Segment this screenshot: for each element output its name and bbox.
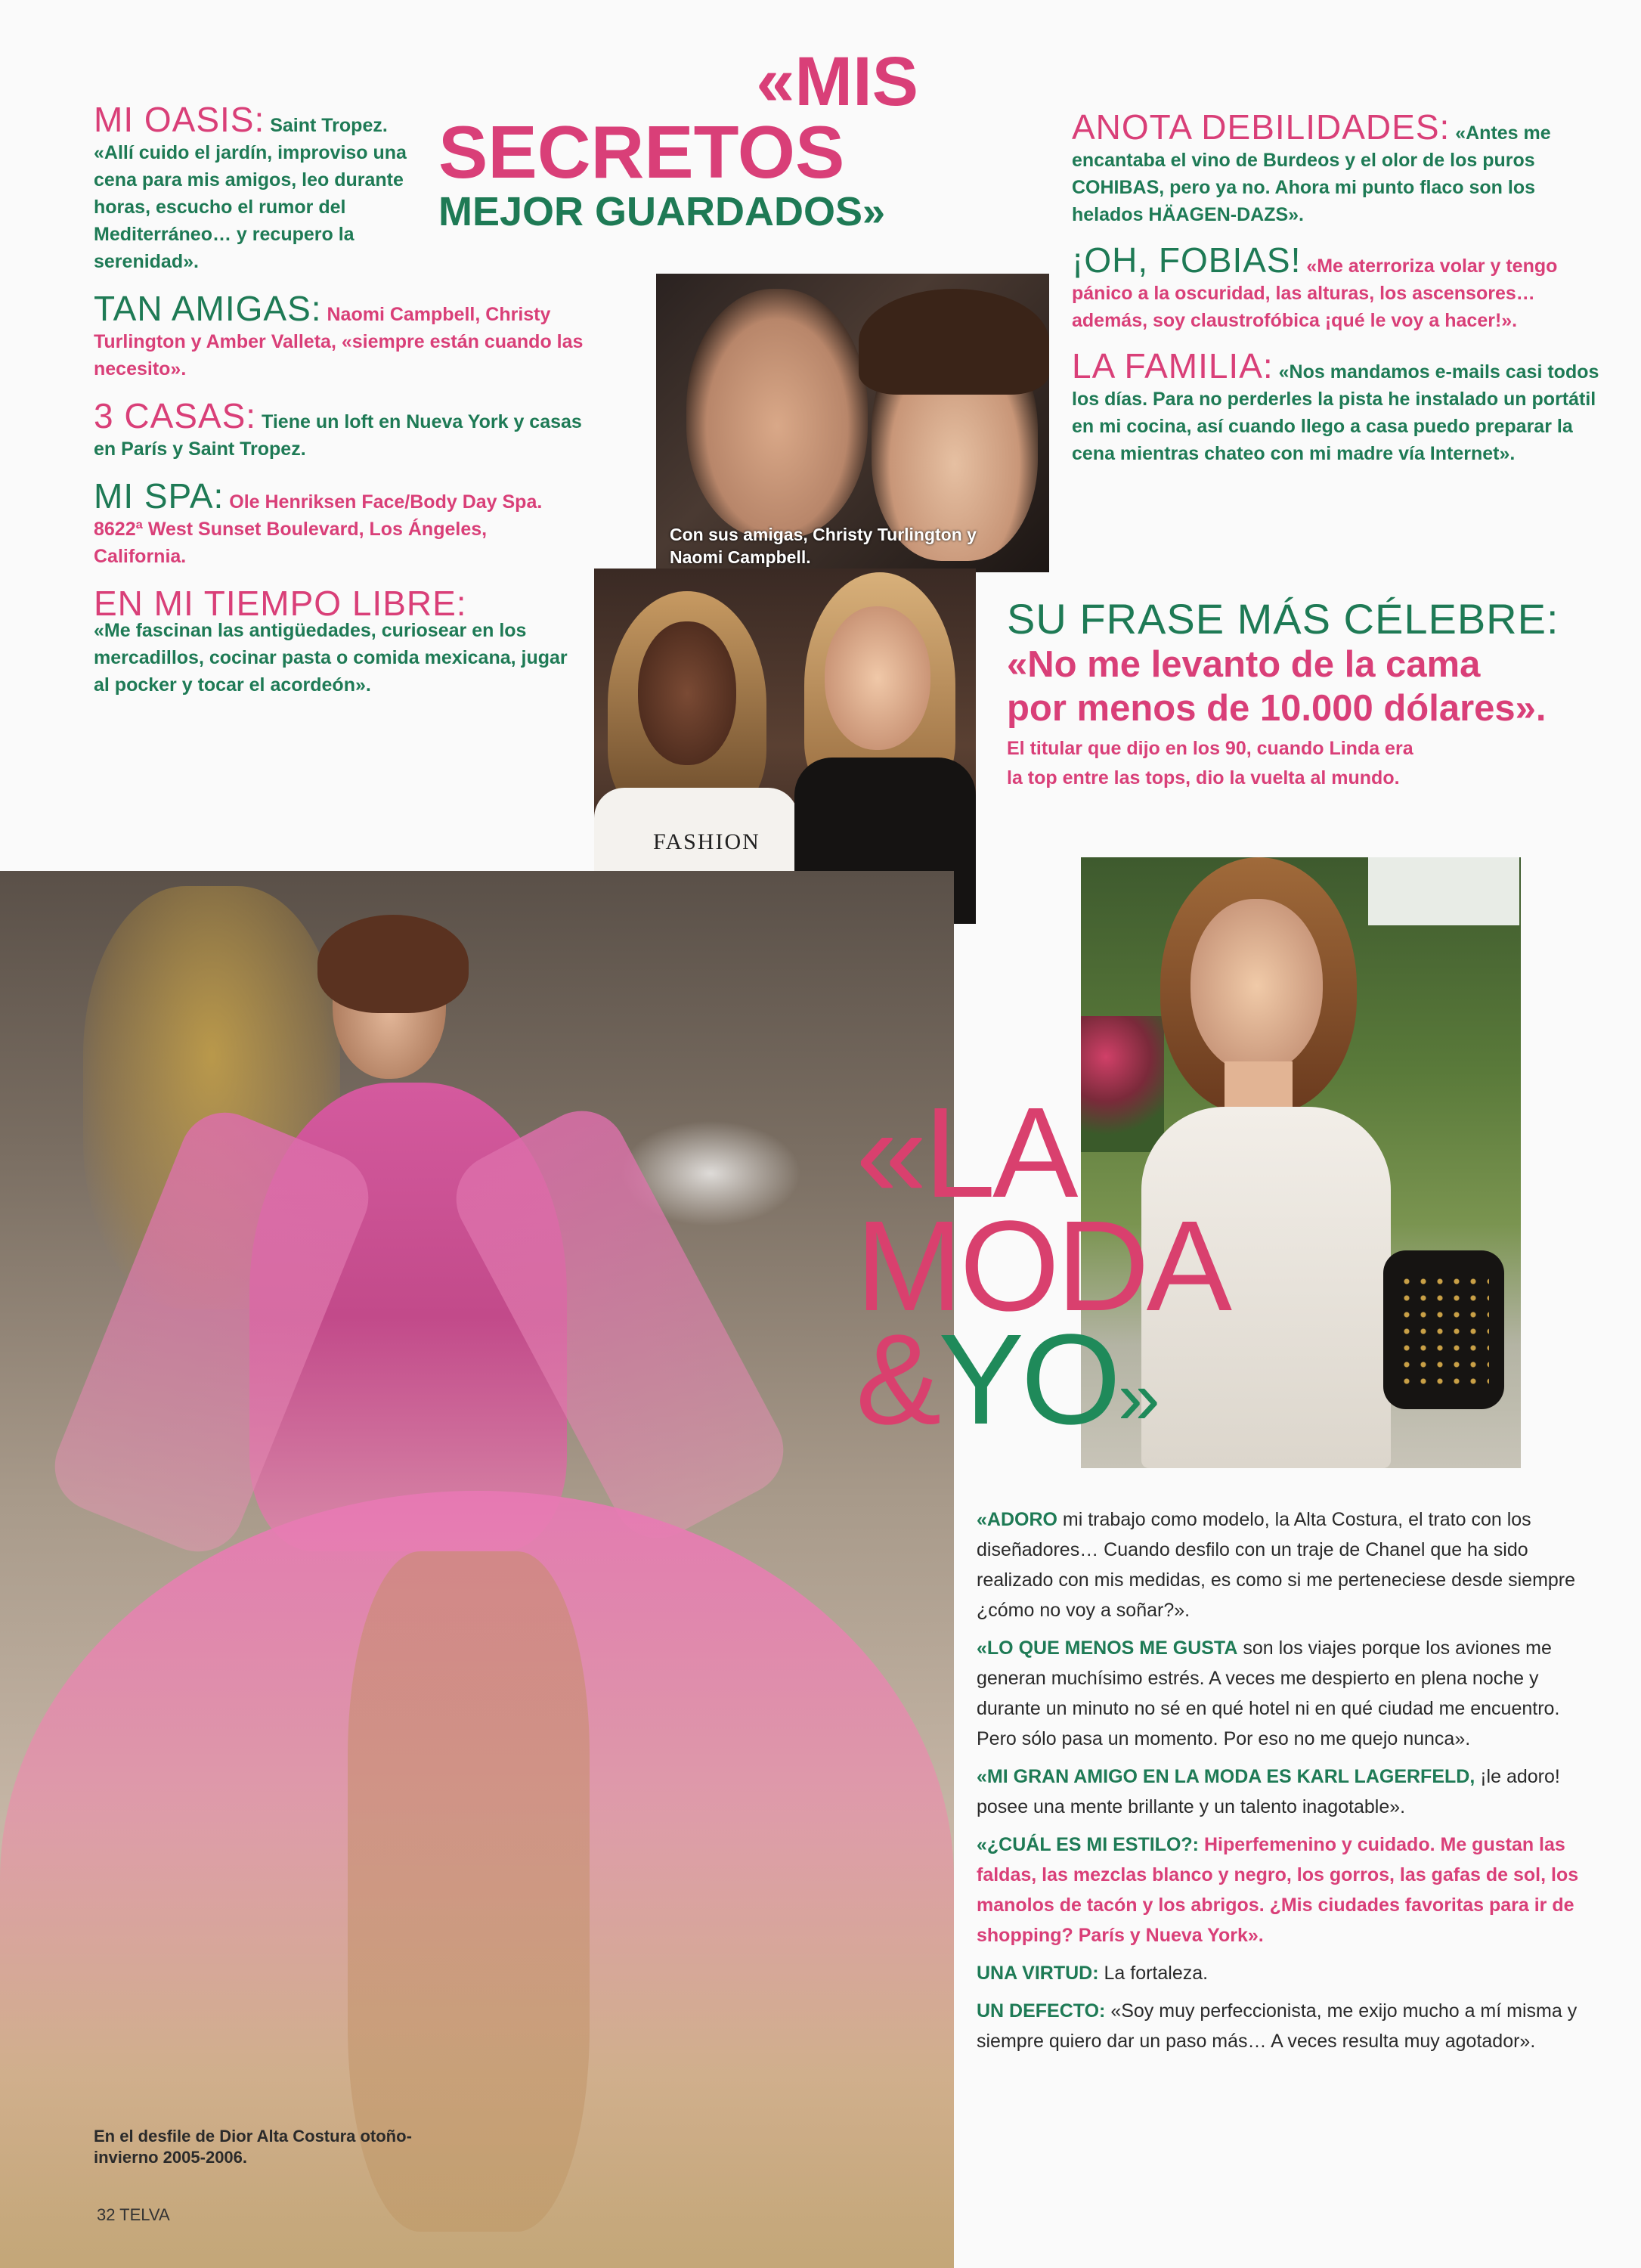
paragraph-text: Hiperfemenino y cuidado. Me gustan las faldas, las mezclas blanco y negro, los gorros, las gafas de sol, los manolos de tacón y los abrigos. ¿Mis ciudades favoritas para ir de shopping? París y Nueva York». — [977, 1834, 1579, 1946]
paragraph-text: La fortaleza. — [1098, 1963, 1209, 1984]
item-debilidades — [1072, 107, 1601, 228]
tent-white — [1368, 857, 1519, 925]
paragraph-text: son los viajes porque los aviones me generan muchísimo estrés. A veces me despierto en plena noche y durante un minuto no sé en qué hotel ni en qué ciudad me encuentro. Pero sólo pasa un momento. Por eso no me quejo nunca». — [977, 1637, 1560, 1749]
item-text: «Me aterroriza volar y tengo pánico a la oscuridad, las alturas, los ascensores… además, soy claustrofóbica ¡qué le voy a hacer!». — [1072, 256, 1558, 331]
photo-friends-closeup — [656, 274, 1049, 572]
item-text: «Me fascinan las antigüedades, curiosear en los mercadillos, cocinar pasta o comida mexicana, jugar al pocker y tocar el acordeón». — [94, 620, 568, 696]
paragraph-lagerfeld — [977, 1761, 1602, 1822]
paragraph-text: ¡le adoro! posee una mente brillante y un talento inagotable». — [977, 1766, 1560, 1817]
face-linda — [825, 606, 930, 750]
paragraph-lead: «¿CUÁL ES MI ESTILO?: — [977, 1834, 1199, 1855]
item-fobias — [1072, 240, 1601, 334]
paragraph-defecto — [977, 1996, 1602, 2056]
item-heading: TAN AMIGAS: — [94, 289, 322, 328]
paragraph-lead: UNA VIRTUD: — [977, 1963, 1099, 1984]
item-heading: ¡OH, FOBIAS! — [1072, 240, 1302, 280]
left-column — [94, 100, 593, 699]
paragraph-lead: «LO QUE MENOS ME GUSTA — [977, 1637, 1238, 1659]
face-left — [686, 289, 868, 538]
moda-line-3 — [856, 1308, 1385, 1455]
quote-heading: SU FRASE MÁS CÉLEBRE: — [1007, 595, 1559, 643]
moda-ampersand: & — [856, 1308, 939, 1452]
paragraph-estilo — [977, 1830, 1602, 1950]
item-tiempo-libre — [94, 584, 577, 699]
item-3-casas — [94, 396, 593, 463]
item-heading: 3 CASAS: — [94, 396, 257, 435]
title-line-3: MEJOR GUARDADOS» — [438, 189, 886, 234]
hair-right — [859, 289, 1049, 395]
item-heading: EN MI TIEMPO LIBRE: — [94, 584, 467, 623]
item-text: «Nos mandamos e-mails casi todos los días. Para no perderles la pista he instalado un portátil en mi cocina, así cuando llego a casa puedo preparar la cena mientras chateo con mi madre vía Internet». — [1072, 361, 1599, 464]
face-naomi-front — [638, 621, 736, 765]
quote-note-1: El titular que dijo en los 90, cuando Linda era — [1007, 738, 1413, 759]
body-column — [977, 1504, 1602, 2056]
photo-runway-dior — [0, 871, 954, 2268]
caption-runway: En el desfile de Dior Alta Costura otoño-invierno 2005-2006. — [94, 2127, 412, 2167]
caption-friends: Con sus amigas, Christy Turlington y Naomi Campbell. — [670, 525, 977, 567]
handbag — [1383, 1250, 1504, 1409]
paragraph-text: mi trabajo como modelo, la Alta Costura, el trato con los diseñadores… Cuando desfilo con un traje de Chanel que ha sido realizado con mis medidas, es como si me perteneciese desde siempre ¿cómo no voy a soñar?». — [977, 1509, 1576, 1621]
moda-line-2: MODA — [856, 1194, 1229, 1338]
paragraph-menos-gusta — [977, 1633, 1602, 1754]
quote-note-2: la top entre las tops, dio la vuelta al mundo. — [1007, 767, 1400, 789]
item-heading: ANOTA DEBILIDADES: — [1072, 107, 1451, 147]
paragraph-lead: UN DEFECTO: — [977, 2000, 1106, 2022]
handbag-studs — [1398, 1273, 1489, 1387]
item-familia — [1072, 346, 1601, 467]
paragraph-adoro — [977, 1504, 1602, 1625]
item-heading: LA FAMILIA: — [1072, 346, 1274, 386]
model-face-garden — [1190, 899, 1323, 1073]
paragraph-lead: «ADORO — [977, 1509, 1057, 1530]
quote-line-1: «No me levanto de la cama — [1007, 644, 1481, 685]
moda-close-quote: » — [1118, 1356, 1157, 1440]
title-line-2: SECRETOS — [438, 110, 845, 194]
right-top-column — [1072, 107, 1601, 467]
item-text: «Antes me encantaba el vino de Burdeos y el olor de los puros COHIBAS, pero ya no. Ahora mi punto flaco son los helados HÄAGEN-DAZS». — [1072, 122, 1551, 225]
model-hair — [317, 915, 469, 1013]
item-text: Tiene un loft en Nueva York y casas en París y Saint Tropez. — [94, 411, 582, 460]
quote-line-2: por menos de 10.000 dólares». — [1007, 688, 1547, 729]
item-text: Naomi Campbell, Christy Turlington y Amber Valleta, «siempre están cuando las necesito». — [94, 304, 584, 380]
moda-yo: YO — [938, 1308, 1119, 1452]
famous-quote — [1007, 596, 1627, 792]
item-mi-spa — [94, 476, 577, 570]
paragraph-lead: «MI GRAN AMIGO EN LA MODA ES KARL LAGERFELD, — [977, 1766, 1475, 1787]
item-text: Ole Henriksen Face/Body Day Spa. 8622ª West Sunset Boulevard, Los Ángeles, California. — [94, 491, 543, 567]
item-heading: MI SPA: — [94, 476, 224, 516]
item-text: Saint Tropez. «Allí cuido el jardín, improviso una cena para mis amigos, leo durante horas, escucho el rumor del Mediterráneo… y recupero la serenidad». — [94, 115, 407, 272]
item-tan-amigas — [94, 289, 593, 383]
title-line-1: «MIS — [756, 43, 918, 120]
folio: 32 TELVA — [97, 2205, 170, 2224]
paragraph-virtud — [977, 1958, 1602, 1988]
item-mi-oasis — [94, 100, 411, 275]
moda-line-1: «LA — [856, 1081, 1076, 1225]
item-heading: MI OASIS: — [94, 100, 265, 139]
tshirt-print: FASHION — [653, 829, 760, 854]
paragraph-text: «Soy muy perfeccionista, me exijo mucho a mí misma y siempre quiero dar un paso más… A veces resulta muy agotador». — [977, 2000, 1578, 2052]
moda-title — [856, 1081, 1385, 1455]
